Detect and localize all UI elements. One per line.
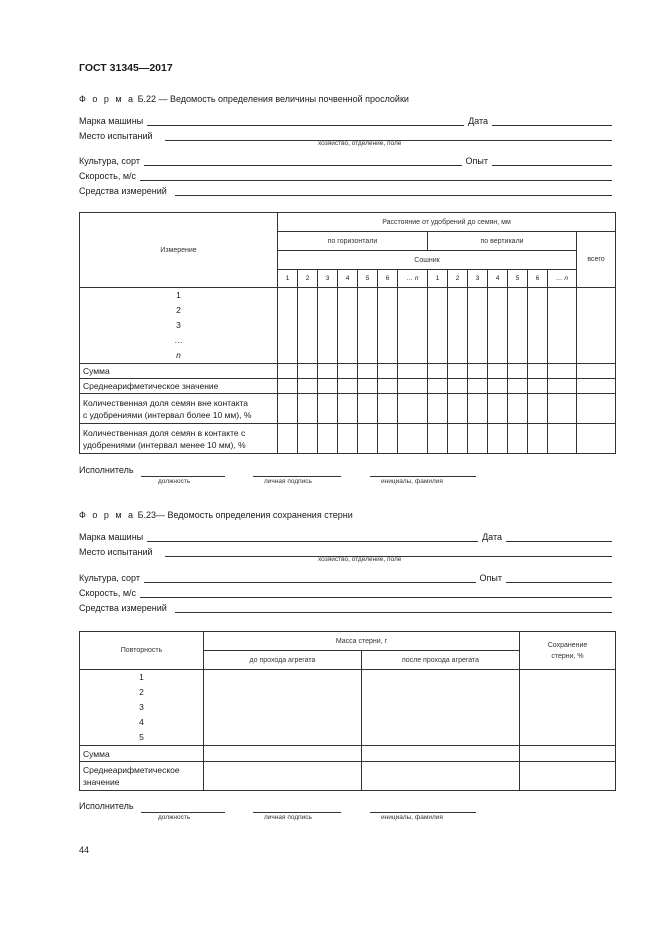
data-cell[interactable] xyxy=(528,288,548,364)
experiment-label: Опыт xyxy=(465,156,488,166)
data-cell[interactable] xyxy=(488,288,508,364)
data-cell[interactable] xyxy=(520,762,616,791)
data-cell[interactable] xyxy=(278,364,298,379)
data-cell[interactable] xyxy=(358,424,378,454)
form22-position-caption: должность xyxy=(158,478,191,485)
mean-line1: Среднеарифметическое xyxy=(83,765,180,775)
data-cell[interactable] xyxy=(204,746,362,762)
form22-prefix: Ф о р м а xyxy=(79,94,136,104)
data-cell[interactable] xyxy=(448,288,468,364)
form23-name-caption: инициалы, фамилия xyxy=(381,814,443,821)
data-cell[interactable] xyxy=(577,364,616,379)
data-cell[interactable] xyxy=(298,394,318,424)
data-cell[interactable] xyxy=(428,288,448,364)
data-cell[interactable] xyxy=(338,394,358,424)
data-cell[interactable] xyxy=(338,364,358,379)
form23-signature-caption: личная подпись xyxy=(264,814,312,821)
data-cell[interactable] xyxy=(338,379,358,394)
form23-name-field[interactable] xyxy=(370,812,476,813)
place-caption: хозяйство, отделение, поле xyxy=(318,556,402,563)
data-cell[interactable] xyxy=(428,424,448,454)
data-cell[interactable] xyxy=(428,394,448,424)
measure-index-cell xyxy=(80,288,278,364)
coulter-number: 4 xyxy=(488,270,508,288)
share-outside-line1: Количественная доля семян вне контакта xyxy=(83,397,249,408)
data-cell[interactable] xyxy=(318,424,338,454)
data-cell[interactable] xyxy=(278,379,298,394)
mean-line2: значение xyxy=(83,777,120,787)
coulter-number: … n xyxy=(548,270,577,288)
mean-label: Среднеарифметическое значение xyxy=(80,379,278,394)
data-cell[interactable] xyxy=(298,288,318,364)
coulter-number: 5 xyxy=(358,270,378,288)
form23-place-row xyxy=(79,543,612,557)
data-cell[interactable] xyxy=(378,394,398,424)
form23-machine-row xyxy=(79,528,612,542)
repeat-index-cell xyxy=(80,670,204,746)
speed-field[interactable] xyxy=(140,170,612,181)
standard-number: ГОСТ 31345—2017 xyxy=(79,62,173,74)
data-cell[interactable] xyxy=(577,424,616,454)
data-cell[interactable] xyxy=(528,364,548,379)
data-cell[interactable] xyxy=(398,364,428,379)
form22-signature-caption: личная подпись xyxy=(264,478,312,485)
data-cell[interactable] xyxy=(508,394,528,424)
data-cell[interactable] xyxy=(278,424,298,454)
culture-field[interactable] xyxy=(144,155,462,166)
experiment-field[interactable] xyxy=(506,572,612,583)
data-cell[interactable] xyxy=(488,379,508,394)
form22-table xyxy=(79,212,616,454)
repeat-index: 2 xyxy=(139,687,144,697)
data-cell[interactable] xyxy=(508,288,528,364)
share-outside-label xyxy=(80,394,278,424)
data-cell[interactable] xyxy=(468,364,488,379)
measure-index: … xyxy=(174,335,183,345)
form23-speed-row xyxy=(79,584,612,598)
data-cell[interactable] xyxy=(358,288,378,364)
form23-table xyxy=(79,631,616,791)
data-cell[interactable] xyxy=(468,379,488,394)
mean-label xyxy=(80,762,204,791)
data-cell[interactable] xyxy=(204,762,362,791)
data-cell[interactable] xyxy=(468,288,488,364)
share-contact-line2: удобрениями (интервал менее 10 мм), % xyxy=(83,439,246,450)
speed-label: Скорость, м/с xyxy=(79,588,137,598)
data-cell[interactable] xyxy=(488,364,508,379)
data-cell[interactable] xyxy=(398,288,428,364)
coulter-number: 1 xyxy=(428,270,448,288)
data-cell[interactable] xyxy=(520,670,616,746)
tools-label: Средства измерений xyxy=(79,603,167,613)
page-number: 44 xyxy=(79,845,90,855)
data-cell[interactable] xyxy=(508,379,528,394)
measurement-rows xyxy=(80,288,616,364)
data-cell[interactable] xyxy=(398,424,428,454)
data-cell[interactable] xyxy=(362,746,520,762)
data-cell[interactable] xyxy=(448,379,468,394)
data-cell[interactable] xyxy=(204,670,362,746)
date-label: Дата xyxy=(468,116,488,126)
form22-machine-row xyxy=(79,112,612,126)
tools-field[interactable] xyxy=(175,602,612,613)
form22-position-field[interactable] xyxy=(141,476,225,477)
form23-title-text: Б.23— Ведомость определения сохранения стерни xyxy=(135,510,353,520)
data-cell[interactable] xyxy=(358,394,378,424)
keep-line1: Сохранение xyxy=(547,641,588,649)
data-cell[interactable] xyxy=(577,379,616,394)
data-cell[interactable] xyxy=(338,424,358,454)
speed-field[interactable] xyxy=(140,587,612,598)
data-cell[interactable] xyxy=(577,394,616,424)
share-contact-label xyxy=(80,424,278,454)
culture-label: Культура, сорт xyxy=(79,156,140,166)
data-cell[interactable] xyxy=(508,424,528,454)
share-contact-line1: Количественная доля семян в контакте с xyxy=(83,427,246,438)
vertical-header: по вертикали xyxy=(428,232,577,251)
data-cell[interactable] xyxy=(338,288,358,364)
form22-name-field[interactable] xyxy=(370,476,476,477)
distance-header: Расстояние от удобрений до семян, мм xyxy=(278,213,616,232)
keep-header xyxy=(520,632,616,670)
data-cell[interactable] xyxy=(528,394,548,424)
col-repeat-header: Повторность xyxy=(80,632,204,670)
measure-index: 2 xyxy=(176,305,181,315)
form22-speed-row xyxy=(79,167,612,181)
data-cell[interactable] xyxy=(528,424,548,454)
coulter-number: 6 xyxy=(378,270,398,288)
form23-tools-row xyxy=(79,599,612,613)
form22-executor-label: Исполнитель xyxy=(79,465,134,475)
coulter-number: 1 xyxy=(278,270,298,288)
date-field[interactable] xyxy=(506,531,612,542)
data-cell[interactable] xyxy=(448,394,468,424)
data-cell[interactable] xyxy=(577,288,616,364)
coulter-number: 3 xyxy=(468,270,488,288)
share-outside-line2: с удобрениями (интервал более 10 мм), % xyxy=(83,409,252,420)
date-field[interactable] xyxy=(492,115,612,126)
sum-label: Сумма xyxy=(80,746,204,762)
form23-prefix: Ф о р м а xyxy=(79,510,136,520)
data-cell[interactable] xyxy=(520,746,616,762)
experiment-label: Опыт xyxy=(479,573,502,583)
measure-index: 1 xyxy=(176,290,181,300)
machine-label: Марка машины xyxy=(79,532,144,542)
total-header: всего xyxy=(577,232,616,288)
data-cell[interactable] xyxy=(358,364,378,379)
form22-place-row xyxy=(79,127,612,141)
form22-tools-row xyxy=(79,182,612,196)
measure-index: 3 xyxy=(176,320,181,330)
data-cell[interactable] xyxy=(398,379,428,394)
before-header: до прохода агрегата xyxy=(204,651,362,670)
form22-name-caption: инициалы, фамилия xyxy=(381,478,443,485)
coulter-number: 4 xyxy=(338,270,358,288)
data-cell[interactable] xyxy=(448,364,468,379)
data-cell[interactable] xyxy=(362,670,520,746)
data-cell[interactable] xyxy=(548,424,577,454)
culture-field[interactable] xyxy=(144,572,476,583)
data-cell[interactable] xyxy=(398,394,428,424)
after-header: после прохода агрегата xyxy=(362,651,520,670)
coulter-number: … n xyxy=(398,270,428,288)
data-cell[interactable] xyxy=(358,379,378,394)
coulter-number: 5 xyxy=(508,270,528,288)
data-cell[interactable] xyxy=(298,364,318,379)
place-label: Место испытаний xyxy=(79,547,153,557)
data-cell[interactable] xyxy=(278,394,298,424)
data-cell[interactable] xyxy=(318,394,338,424)
data-cell[interactable] xyxy=(362,762,520,791)
coulter-header: Сошник xyxy=(278,251,577,270)
repeat-index: 5 xyxy=(139,732,144,742)
form22-title-text: Б.22 — Ведомость определения величины почвенной прослойки xyxy=(135,94,409,104)
data-cell[interactable] xyxy=(548,288,577,364)
form23-executor-label: Исполнитель xyxy=(79,801,134,811)
data-cell[interactable] xyxy=(298,379,318,394)
data-cell[interactable] xyxy=(378,288,398,364)
repeat-index: 1 xyxy=(139,672,144,682)
form22-title xyxy=(79,94,409,104)
data-cell[interactable] xyxy=(428,379,448,394)
data-cell[interactable] xyxy=(468,394,488,424)
culture-label: Культура, сорт xyxy=(79,573,140,583)
place-label: Место испытаний xyxy=(79,131,153,141)
date-label: Дата xyxy=(482,532,502,542)
data-cell[interactable] xyxy=(428,364,448,379)
form23-position-field[interactable] xyxy=(141,812,225,813)
measure-index: n xyxy=(176,350,181,360)
coulter-number: 2 xyxy=(298,270,318,288)
data-cell[interactable] xyxy=(278,288,298,364)
machine-field[interactable] xyxy=(147,531,478,542)
data-cell[interactable] xyxy=(488,394,508,424)
speed-label: Скорость, м/с xyxy=(79,171,137,181)
place-caption: хозяйство, отделение, поле xyxy=(318,140,402,147)
tools-field[interactable] xyxy=(175,185,612,196)
form23-signature-field[interactable] xyxy=(253,812,341,813)
form22-culture-row xyxy=(79,152,612,166)
machine-label: Марка машины xyxy=(79,116,144,126)
data-cell[interactable] xyxy=(528,379,548,394)
data-cell[interactable] xyxy=(298,424,318,454)
data-cell[interactable] xyxy=(468,424,488,454)
form23-culture-row xyxy=(79,569,612,583)
horizontal-header: по горизонтали xyxy=(278,232,428,251)
data-cell[interactable] xyxy=(548,379,577,394)
coulter-number: 3 xyxy=(318,270,338,288)
data-cell[interactable] xyxy=(318,379,338,394)
data-cell[interactable] xyxy=(488,424,508,454)
form22-signature-field[interactable] xyxy=(253,476,341,477)
sum-label: Сумма xyxy=(80,364,278,379)
data-cell[interactable] xyxy=(378,424,398,454)
data-cell[interactable] xyxy=(448,424,468,454)
form23-title xyxy=(79,510,353,520)
coulter-number: 2 xyxy=(448,270,468,288)
data-cell[interactable] xyxy=(508,364,528,379)
data-cell[interactable] xyxy=(378,379,398,394)
data-cell[interactable] xyxy=(548,394,577,424)
coulter-number: 6 xyxy=(528,270,548,288)
mass-header: Масса стерни, г xyxy=(204,632,520,651)
form23-position-caption: должность xyxy=(158,814,191,821)
tools-label: Средства измерений xyxy=(79,186,167,196)
data-cell[interactable] xyxy=(318,288,338,364)
data-cell[interactable] xyxy=(548,364,577,379)
experiment-field[interactable] xyxy=(492,155,612,166)
col-measure-header: Измерение xyxy=(80,213,278,288)
data-cell[interactable] xyxy=(318,364,338,379)
data-cell[interactable] xyxy=(378,364,398,379)
keep-line2: стерни, % xyxy=(551,652,584,660)
repeat-index: 4 xyxy=(139,717,144,727)
repeat-index: 3 xyxy=(139,702,144,712)
machine-field[interactable] xyxy=(147,115,464,126)
